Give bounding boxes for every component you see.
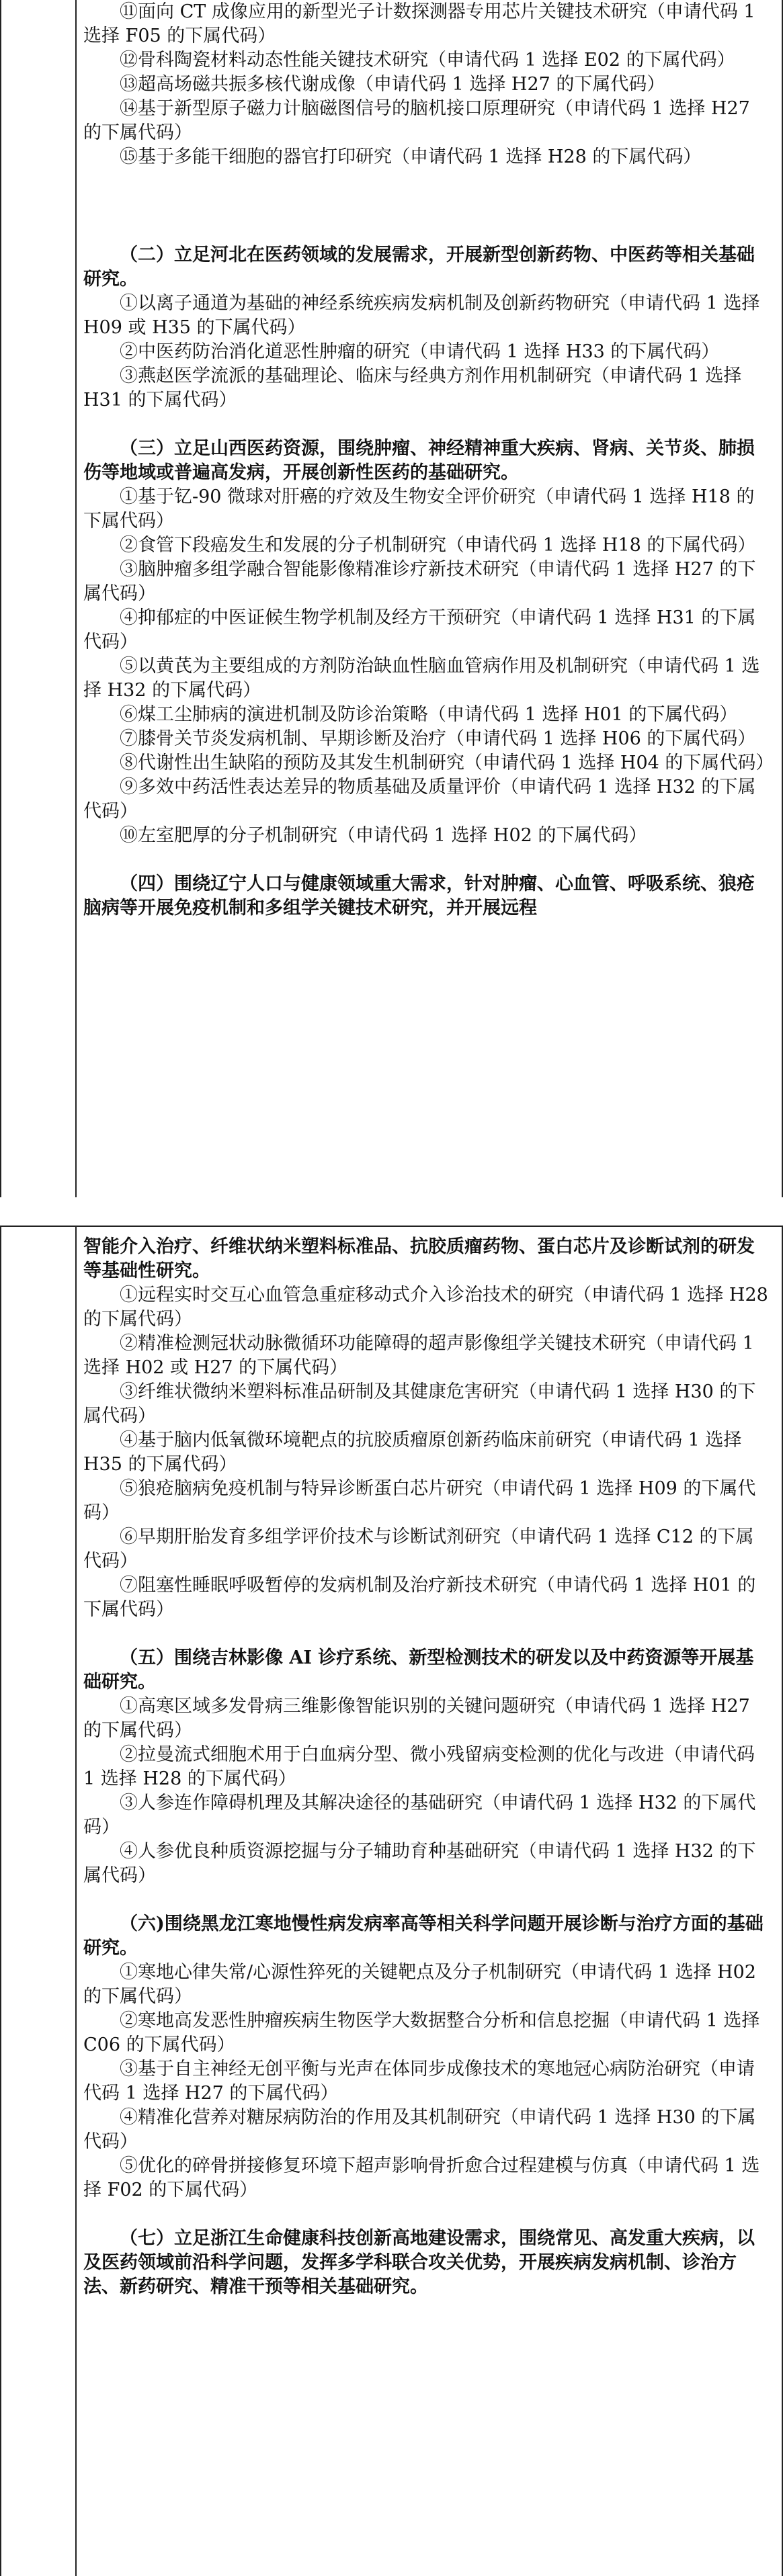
list-item: ②拉曼流式细胞术用于白血病分型、微小残留病变检测的优化与改进（申请代码 1 选择 H28 的下属代码） [83,1744,755,1789]
list-item: ⑩左室肥厚的分子机制研究（申请代码 1 选择 H02 的下属代码） [120,825,647,846]
list-item: ④抑郁症的中医证候生物学机制及经方干预研究（申请代码 1 选择 H31 的下属代码） [83,607,756,652]
list-item: ⑪面向 CT 成像应用的新型光子计数探测器专用芯片关键技术研究（申请代码 1 选择 F05 的下属代码） [83,1,755,46]
list-item: ①寒地心律失常/心源性猝死的关键靶点及分子机制研究（申请代码 1 选择 H02 的下属代码） [83,1962,756,2007]
section-heading-4-end: 智能介入治疗、纤维状纳米塑料标准品、抗胶质瘤药物、蛋白芯片及诊断试剂的研发等基础性研究。 [83,1236,755,1281]
list-item: ④基于脑内低氧微环境靶点的抗胶质瘤原创新药临床前研究（申请代码 1 选择 H35 的下属代码） [83,1430,742,1475]
list-item: ⑤狼疮脑病免疫机制与特异诊断蛋白芯片研究（申请代码 1 选择 H09 的下属代码） [83,1478,756,1523]
list-item: ②寒地高发恶性肿瘤疾病生物医学大数据整合分析和信息挖掘（申请代码 1 选择 C06 的下属代码） [83,2010,760,2055]
list-item: ⑮基于多能干细胞的器官打印研究（申请代码 1 选择 H28 的下属代码） [120,146,702,167]
list-item: ⑬超高场磁共振多核代谢成像（申请代码 1 选择 H27 的下属代码） [120,74,665,95]
list-item: ③燕赵医学流派的基础理论、临床与经典方剂作用机制研究（申请代码 1 选择 H31 的下属代码） [83,366,742,411]
list-item: ⑤优化的碎骨拼接修复环境下超声影响骨折愈合过程建模与仿真（申请代码 1 选择 F02 的下属代码） [83,2155,760,2200]
table-left-column [0,0,77,1197]
document-page-1 [0,0,783,1197]
list-item: ③基于自主神经无创平衡与光声在体同步成像技术的寒地冠心病防治研究（申请代码 1 选择 H27 的下属代码） [83,2059,755,2104]
page1-content [83,0,774,920]
section-heading-7: （七）立足浙江生命健康科技创新高地建设需求，围绕常见、高发重大疾病，以及医药领域前沿科学问题，发挥多学科联合攻关优势，开展疾病发病机制、诊治方法、新药研究、精准干预等相关基础研究。 [83,2228,755,2297]
section-heading-2: （二）立足河北在医药领域的发展需求，开展新型创新药物、中医药等相关基础研究。 [83,245,755,290]
list-item: ⑫骨科陶瓷材料动态性能关键技术研究（申请代码 1 选择 E02 的下属代码） [120,50,735,71]
document-page-2 [0,1226,783,2576]
list-item: ⑤以黄芪为主要组成的方剂防治缺血性脑血管病作用及机制研究（申请代码 1 选择 H32 的下属代码） [83,656,760,701]
page-gap [0,1197,783,1226]
list-item: ①远程实时交互心血管急重症移动式介入诊治技术的研究（申请代码 1 选择 H28 的下属代码） [83,1285,768,1330]
list-item: ④人参优良种质资源挖掘与分子辅助育种基础研究（申请代码 1 选择 H32 的下属代码） [83,1841,756,1886]
list-item: ③纤维状微纳米塑料标准品研制及其健康危害研究（申请代码 1 选择 H30 的下属代码） [83,1381,756,1426]
table-left-column [0,1226,77,2576]
list-item: ③人参连作障碍机理及其解决途径的基础研究（申请代码 1 选择 H32 的下属代码） [83,1793,756,1838]
list-item: ⑥早期肝胎发育多组学评价技术与诊断试剂研究（申请代码 1 选择 C12 的下属代码） [83,1527,754,1572]
list-item: ⑦阻塞性睡眠呼吸暂停的发病机制及治疗新技术研究（申请代码 1 选择 H01 的下属代码） [83,1575,756,1620]
page2-content [83,1235,768,2299]
section-heading-5: （五）围绕吉林影像 AI 诊疗系统、新型检测技术的研发以及中药资源等开展基础研究。 [83,1647,754,1692]
list-item: ②中医药防治消化道恶性肿瘤的研究（申请代码 1 选择 H33 的下属代码） [120,341,720,362]
list-item: ①基于钇-90 微球对肝癌的疗效及生物安全评价研究（申请代码 1 选择 H18 的下属代码） [83,486,755,531]
list-item: ⑨多效中药活性表达差异的物质基础及质量评价（申请代码 1 选择 H32 的下属代码） [83,777,756,822]
list-item: ①以离子通道为基础的神经系统疾病发病机制及创新药物研究（申请代码 1 选择 H09 或 H35 的下属代码） [83,293,760,338]
list-item: ⑭基于新型原子磁力计脑磁图信号的脑机接口原理研究（申请代码 1 选择 H27 的下属代码） [83,98,750,143]
section-heading-6: （六)围绕黑龙江寒地慢性病发病率高等相关科学问题开展诊断与治疗方面的基础研究。 [83,1914,764,1959]
list-item: ②精准检测冠状动脉微循环功能障碍的超声影像组学关键技术研究（申请代码 1 选择 H02 或 H27 的下属代码） [83,1333,754,1378]
section-heading-3: （三）立足山西医药资源，围绕肿瘤、神经精神重大疾病、肾病、关节炎、肺损伤等地域或普遍高发病，开展创新性医药的基础研究。 [83,438,755,483]
list-item: ⑧代谢性出生缺陷的预防及其发生机制研究（申请代码 1 选择 H04 的下属代码） [120,753,774,773]
section-heading-4-start: （四）围绕辽宁人口与健康领域重大需求，针对肿瘤、心血管、呼吸系统、狼疮脑病等开展免疫机制和多组学关键技术研究，并开展远程 [83,873,755,918]
list-item: ⑦膝骨关节炎发病机制、早期诊断及治疗（申请代码 1 选择 H06 的下属代码） [120,728,756,749]
list-item: ⑥煤工尘肺病的演进机制及防诊治策略（申请代码 1 选择 H01 的下属代码） [120,704,738,725]
list-item: ③脑肿瘤多组学融合智能影像精准诊疗新技术研究（申请代码 1 选择 H27 的下属代码） [83,559,756,604]
list-item: ②食管下段癌发生和发展的分子机制研究（申请代码 1 选择 H18 的下属代码） [120,535,756,556]
list-item: ④精准化营养对糖尿病防治的作用及其机制研究（申请代码 1 选择 H30 的下属代码） [83,2107,756,2152]
list-item: ①高寒区域多发骨病三维影像智能识别的关键问题研究（申请代码 1 选择 H27 的下属代码） [83,1696,750,1741]
